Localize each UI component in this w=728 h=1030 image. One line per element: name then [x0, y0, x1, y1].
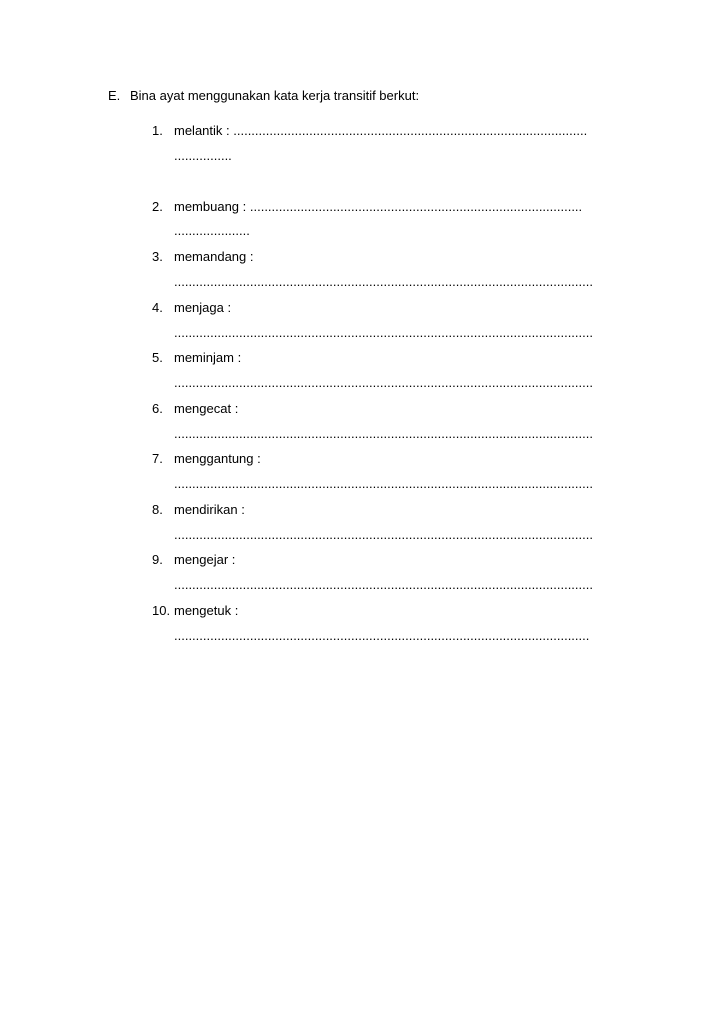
- item-prompt-line: meminjam :: [174, 350, 242, 365]
- item-number: 6.: [152, 401, 163, 416]
- item-number: 7.: [152, 451, 163, 466]
- item-answer-line: ....................................................................................................................: [174, 577, 593, 592]
- item-number: 2.: [152, 199, 163, 214]
- item-number: 8.: [152, 502, 163, 517]
- item-number: 3.: [152, 249, 163, 264]
- item-prompt-line: mengecat :: [174, 401, 239, 416]
- item-prompt-line: memandang :: [174, 249, 254, 264]
- item-answer-line: ................: [174, 148, 232, 163]
- item-prompt-line: melantik : ..................................................................................................: [174, 123, 588, 138]
- item-number: 5.: [152, 350, 163, 365]
- item-answer-line: ....................................................................................................................: [174, 375, 593, 390]
- item-number: 4.: [152, 300, 163, 315]
- item-answer-line: ....................................................................................................................: [174, 274, 593, 289]
- item-number: 9.: [152, 552, 163, 567]
- item-prompt-line: membuang : ............................................................................................: [174, 199, 583, 214]
- item-answer-line: ....................................................................................................................: [174, 527, 593, 542]
- section-instruction: Bina ayat menggunakan kata kerja transitif berkut:: [130, 88, 420, 103]
- item-prompt-line: mengejar :: [174, 552, 236, 567]
- item-answer-line: ....................................................................................................................: [174, 476, 593, 491]
- section-letter: E.: [108, 88, 121, 103]
- item-prompt-line: menggantung :: [174, 451, 261, 466]
- item-answer-line: ....................................................................................................................: [174, 325, 593, 340]
- item-answer-line: ...................................................................................................................: [174, 628, 590, 643]
- item-number: 1.: [152, 123, 163, 138]
- item-answer-line: ....................................................................................................................: [174, 426, 593, 441]
- item-prompt-line: menjaga :: [174, 300, 232, 315]
- item-number: 10.: [152, 603, 171, 618]
- item-prompt-line: mengetuk :: [174, 603, 239, 618]
- item-prompt-line: mendirikan :: [174, 502, 245, 517]
- item-answer-line: .....................: [174, 223, 250, 238]
